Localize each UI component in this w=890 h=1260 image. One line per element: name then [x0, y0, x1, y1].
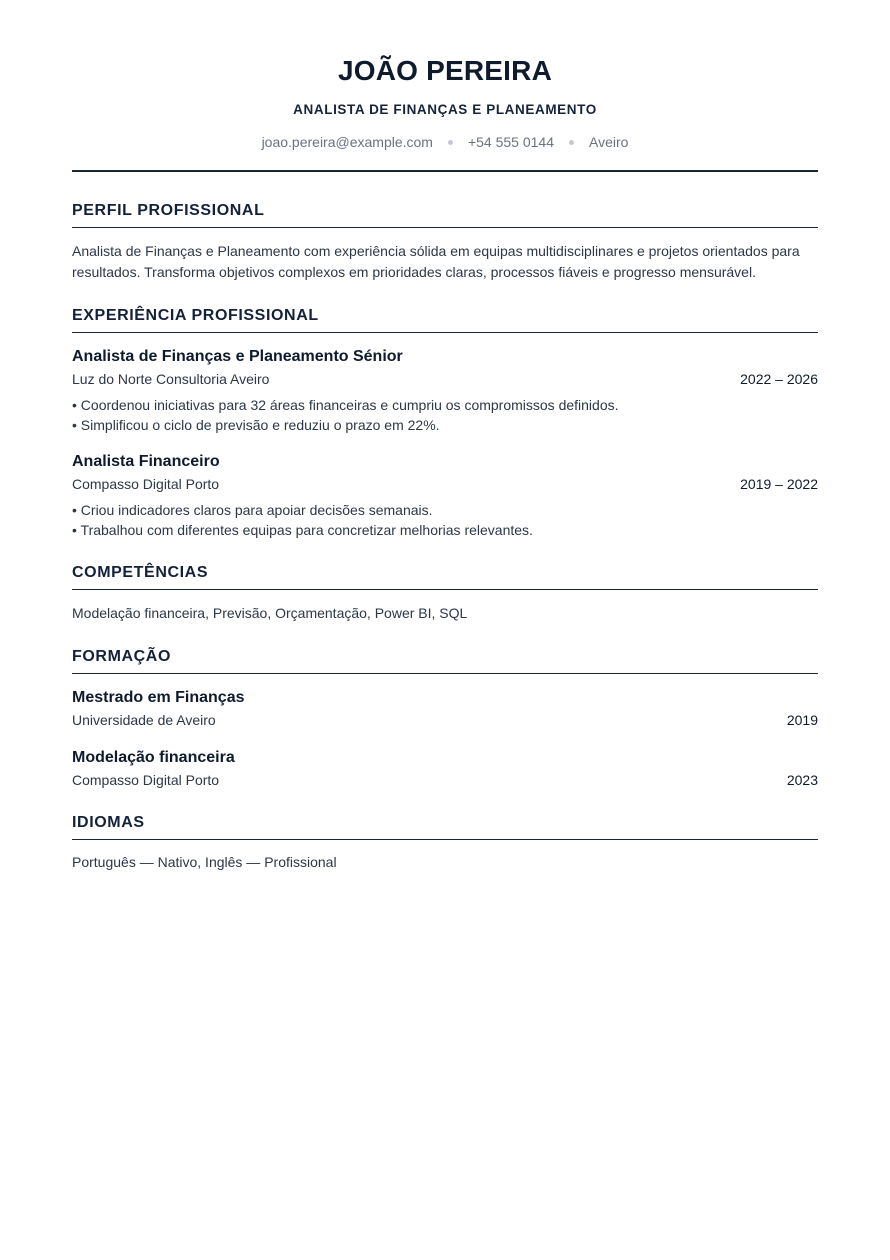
job-bullet: • Criou indicadores claros para apoiar decisões semanais.	[72, 502, 433, 518]
education-year: 2023	[786, 772, 818, 788]
separator-dot-icon	[569, 140, 574, 145]
job-meta	[72, 369, 818, 389]
resume-header	[72, 0, 818, 172]
job-title: Analista de Finanças e Planeamento Sénior	[72, 348, 403, 365]
job-bullet: • Simplificou o ciclo de previsão e reduziu o prazo em 22%.	[72, 417, 440, 433]
candidate-role: ANALISTA DE FINANÇAS E PLANEAMENTO	[293, 102, 597, 117]
contact-location: Aveiro	[589, 134, 629, 150]
job-company: Luz do Norte Consultoria Aveiro	[72, 371, 270, 387]
section-title-skills: COMPETÊNCIAS	[72, 563, 818, 590]
languages-text: Português — Nativo, Inglês — Profissional	[72, 854, 337, 870]
job-meta	[72, 474, 818, 494]
candidate-name: JOÃO PEREIRA	[338, 55, 552, 86]
job-bullet: • Trabalhou com diferentes equipas para concretizar melhorias relevantes.	[72, 522, 533, 538]
separator-dot-icon	[448, 140, 453, 145]
section-title-experience: EXPERIÊNCIA PROFISSIONAL	[72, 306, 818, 333]
profile-text: Analista de Finanças e Planeamento com experiência sólida em equipas multidisciplinares e projetos orientados para resultados. Transforma objetivos complexos em prioridades claras, processos fiáveis e progresso mensurável.	[72, 243, 800, 280]
profile-section	[72, 201, 818, 283]
section-title-education: FORMAÇÃO	[72, 647, 818, 674]
education-year: 2019	[786, 712, 818, 728]
contact-phone[interactable]: +54 555 0144	[467, 134, 554, 150]
languages-section	[72, 813, 818, 873]
education-institution: Compasso Digital Porto	[72, 772, 220, 788]
job-company: Compasso Digital Porto	[72, 476, 220, 492]
education-degree: Modelação financeira	[72, 749, 235, 766]
job-bullets	[72, 395, 818, 435]
contact-email[interactable]: joao.pereira@example.com	[261, 134, 433, 150]
job-entry	[72, 347, 818, 435]
job-dates: 2022 – 2026	[740, 371, 818, 387]
skills-text: Modelação financeira, Previsão, Orçamentação, Power BI, SQL	[72, 605, 468, 621]
job-bullet: • Coordenou iniciativas para 32 áreas financeiras e cumpriu os compromissos definidos.	[72, 397, 619, 413]
section-title-profile: PERFIL PROFISSIONAL	[72, 201, 818, 228]
experience-section	[72, 306, 818, 540]
education-entry	[72, 688, 818, 730]
skills-section	[72, 563, 818, 624]
education-meta	[72, 710, 818, 730]
job-title: Analista Financeiro	[72, 453, 220, 470]
education-section	[72, 647, 818, 790]
job-entry	[72, 452, 818, 540]
section-title-languages: IDIOMAS	[72, 813, 818, 840]
job-bullets	[72, 500, 818, 540]
contact-line	[72, 133, 818, 151]
job-dates: 2019 – 2022	[740, 476, 818, 492]
header-divider	[72, 170, 818, 172]
education-institution: Universidade de Aveiro	[72, 712, 216, 728]
education-meta	[72, 770, 818, 790]
education-entry	[72, 748, 818, 790]
education-degree: Mestrado em Finanças	[72, 689, 245, 706]
